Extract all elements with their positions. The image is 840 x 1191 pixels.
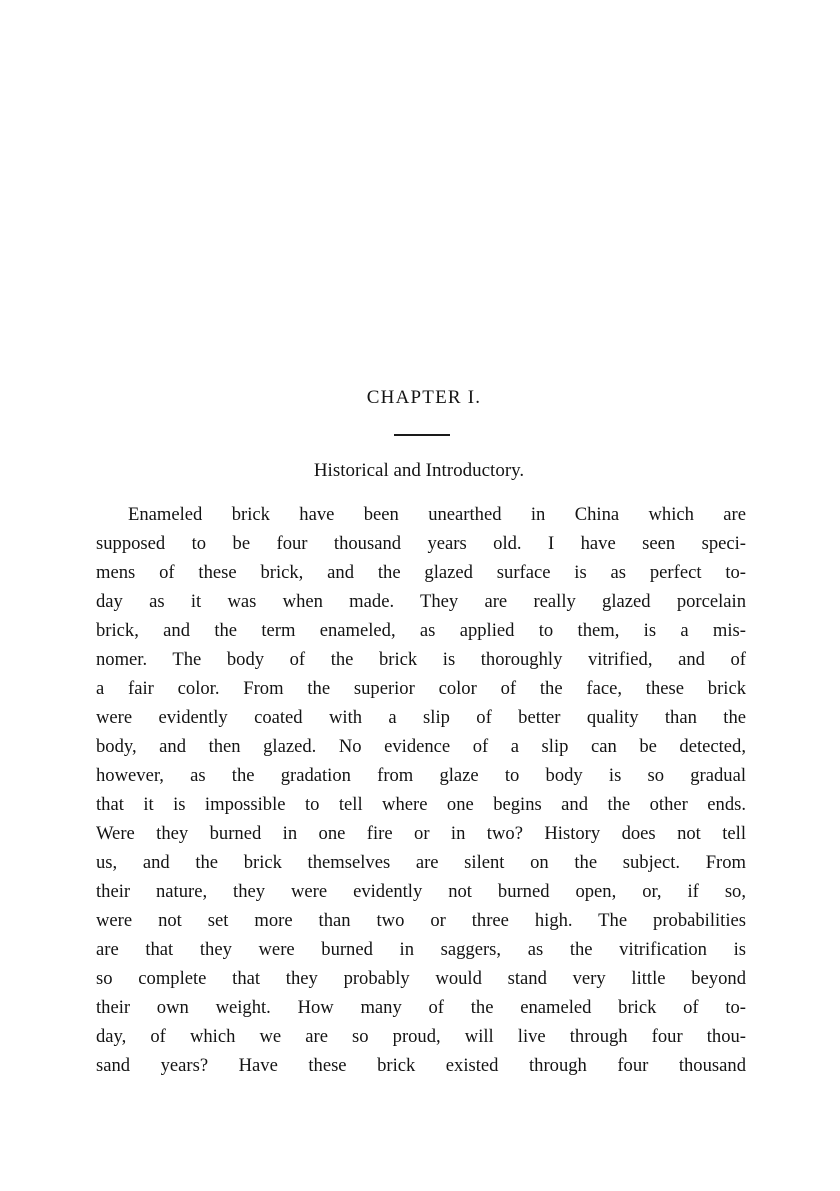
paragraph-line: were not set more than two or three high. The probabilities (96, 910, 746, 931)
paragraph-line: supposed to be four thousand years old. I have seen speci- (96, 533, 746, 554)
section-title: Historical and Introductory. (313, 460, 525, 481)
paragraph-line: are that they were burned in saggers, as the vitrification is (96, 939, 746, 960)
paragraph-line: so complete that they probably would stand very little beyond (96, 968, 746, 989)
paragraph-line: were evidently coated with a slip of better quality than the (96, 707, 746, 728)
chapter-heading: CHAPTER I. (366, 387, 482, 408)
paragraph-line: however, as the gradation from glaze to body is so gradual (96, 765, 746, 786)
paragraph-line: sand years? Have these brick existed through four thousand (96, 1055, 746, 1076)
paragraph-line: day as it was when made. They are really glazed porcelain (96, 591, 746, 612)
paragraph-line: Enameled brick have been unearthed in China which are (128, 504, 746, 525)
chapter-divider-rule (394, 434, 450, 436)
paragraph-line: us, and the brick themselves are silent on the subject. From (96, 852, 746, 873)
paragraph-line: their nature, they were evidently not burned open, or, if so, (96, 881, 746, 902)
paragraph-line: body, and then glazed. No evidence of a slip can be detected, (96, 736, 746, 757)
paragraph-line: a fair color. From the superior color of the face, these brick (96, 678, 746, 699)
paragraph-line: day, of which we are so proud, will live through four thou- (96, 1026, 746, 1047)
paragraph-line: nomer. The body of the brick is thoroughly vitrified, and of (96, 649, 746, 670)
paragraph-line: Were they burned in one fire or in two? History does not tell (96, 823, 746, 844)
paragraph-line: their own weight. How many of the enameled brick of to- (96, 997, 746, 1018)
paragraph-line: brick, and the term enameled, as applied to them, is a mis- (96, 620, 746, 641)
paragraph-line: that it is impossible to tell where one begins and the other ends. (96, 794, 746, 815)
body-paragraph (96, 500, 746, 1080)
paragraph-line: mens of these brick, and the glazed surface is as perfect to- (96, 562, 746, 583)
